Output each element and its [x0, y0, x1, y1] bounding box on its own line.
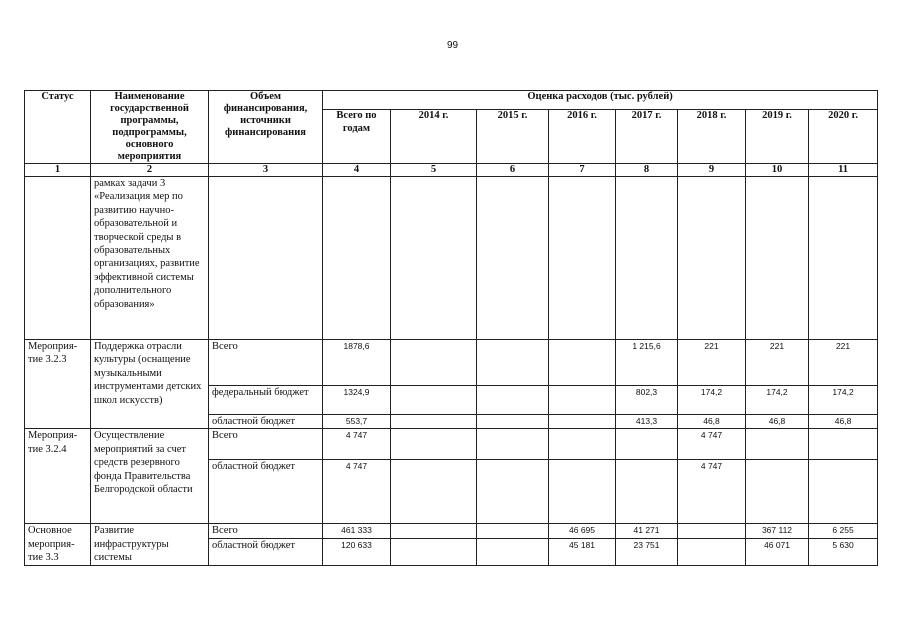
value-2019: 367 112: [746, 524, 809, 538]
value-2015: [477, 429, 549, 460]
column-number-row: [25, 164, 878, 177]
value-2019: 174,2: [746, 386, 809, 415]
value-2017: [616, 460, 678, 524]
value-2018: 4 747: [678, 429, 746, 460]
status-cell: Мероприя-тие 3.2.3: [25, 340, 91, 429]
value-cell: [323, 177, 391, 340]
item-name: Осуществление мероприятий за счет средств резервного фонда Правительства Белгородской области: [91, 429, 209, 524]
value-2016: 46 695: [549, 524, 616, 538]
source-cell: Всего: [209, 340, 323, 386]
value-2017: 1 215,6: [616, 340, 678, 386]
value-total: 4 747: [323, 460, 391, 524]
value-2020: [809, 460, 878, 524]
value-total: 1878,6: [323, 340, 391, 386]
value-2017: [616, 429, 678, 460]
value-2014: [391, 429, 477, 460]
value-2017: 41 271: [616, 524, 678, 538]
source-cell: Всего: [209, 524, 323, 538]
value-2015: [477, 460, 549, 524]
value-2015: [477, 415, 549, 429]
value-2016: 45 181: [549, 538, 616, 565]
value-2016: [549, 386, 616, 415]
header-year: 2020 г.: [809, 110, 878, 164]
value-total: 461 333: [323, 524, 391, 538]
header-estimate: Оценка расходов (тыс. рублей): [323, 91, 878, 110]
value-2019: [746, 429, 809, 460]
value-2016: [549, 429, 616, 460]
item-name: Развитие инфраструктуры системы: [91, 524, 209, 565]
value-2020: 46,8: [809, 415, 878, 429]
value-2019: 46,8: [746, 415, 809, 429]
value-2019: 46 071: [746, 538, 809, 565]
value-2020: 174,2: [809, 386, 878, 415]
value-cell: [477, 177, 549, 340]
value-2017: 802,3: [616, 386, 678, 415]
value-2018: 46,8: [678, 415, 746, 429]
value-2014: [391, 386, 477, 415]
value-2019: [746, 460, 809, 524]
value-cell: [746, 177, 809, 340]
header-year: 2019 г.: [746, 110, 809, 164]
source-cell: [209, 177, 323, 340]
value-2014: [391, 538, 477, 565]
source-cell: областной бюджет: [209, 460, 323, 524]
value-2018: 221: [678, 340, 746, 386]
value-2020: 5 630: [809, 538, 878, 565]
item-name: Поддержка отрасли культуры (оснащение музыкальными инструментами детских школ искусств): [91, 340, 209, 429]
value-2018: 174,2: [678, 386, 746, 415]
column-number: 5: [391, 164, 477, 177]
value-2014: [391, 460, 477, 524]
value-2020: [809, 429, 878, 460]
value-2018: [678, 538, 746, 565]
value-total: 120 633: [323, 538, 391, 565]
column-number: 11: [809, 164, 878, 177]
column-number: 3: [209, 164, 323, 177]
header-year: 2016 г.: [549, 110, 616, 164]
value-2016: [549, 415, 616, 429]
value-2020: 6 255: [809, 524, 878, 538]
value-2015: [477, 524, 549, 538]
header-year: 2018 г.: [678, 110, 746, 164]
value-2016: [549, 340, 616, 386]
column-number: 4: [323, 164, 391, 177]
value-cell: [391, 177, 477, 340]
value-2015: [477, 340, 549, 386]
budget-table: [24, 90, 878, 566]
page-number: 99: [446, 40, 459, 51]
value-2017: 23 751: [616, 538, 678, 565]
status-cell: Мероприя-тие 3.2.4: [25, 429, 91, 524]
continuation-text: рамках задачи 3 «Реализация мер по развитию научно-образовательной и творческой среды в образовательных организациях, развитие эффективной системы дополнительного образования»: [91, 177, 209, 340]
column-number: 2: [91, 164, 209, 177]
table-row: [25, 429, 878, 460]
value-2015: [477, 538, 549, 565]
value-2017: 413,3: [616, 415, 678, 429]
value-2015: [477, 386, 549, 415]
value-2016: [549, 460, 616, 524]
value-total: 1324,9: [323, 386, 391, 415]
value-cell: [678, 177, 746, 340]
value-total: 4 747: [323, 429, 391, 460]
value-cell: [616, 177, 678, 340]
source-cell: областной бюджет: [209, 415, 323, 429]
source-cell: Всего: [209, 429, 323, 460]
table-row: [25, 177, 878, 340]
table-row: [25, 524, 878, 538]
status-cell: [25, 177, 91, 340]
column-number: 8: [616, 164, 678, 177]
header-year: 2014 г.: [391, 110, 477, 164]
header-name: Наименование государственной программы, подпрограммы, основного мероприятия: [91, 91, 209, 164]
header-year: 2017 г.: [616, 110, 678, 164]
value-2020: 221: [809, 340, 878, 386]
value-total: 553,7: [323, 415, 391, 429]
value-2014: [391, 415, 477, 429]
value-2019: 221: [746, 340, 809, 386]
status-cell: Основное мероприя-тие 3.3: [25, 524, 91, 565]
column-number: 9: [678, 164, 746, 177]
value-cell: [809, 177, 878, 340]
column-number: 1: [25, 164, 91, 177]
column-number: 10: [746, 164, 809, 177]
column-number: 6: [477, 164, 549, 177]
header-total: Всего по годам: [323, 110, 391, 164]
header-year: 2015 г.: [477, 110, 549, 164]
source-cell: областной бюджет: [209, 538, 323, 565]
value-2018: 4 747: [678, 460, 746, 524]
table-row: [25, 340, 878, 386]
value-2018: [678, 524, 746, 538]
header-volume: Объем финансирования, источники финансирования: [209, 91, 323, 164]
value-cell: [549, 177, 616, 340]
header-status: Статус: [25, 91, 91, 164]
value-2014: [391, 524, 477, 538]
column-number: 7: [549, 164, 616, 177]
value-2014: [391, 340, 477, 386]
source-cell: федеральный бюджет: [209, 386, 323, 415]
header-row: [25, 91, 878, 110]
